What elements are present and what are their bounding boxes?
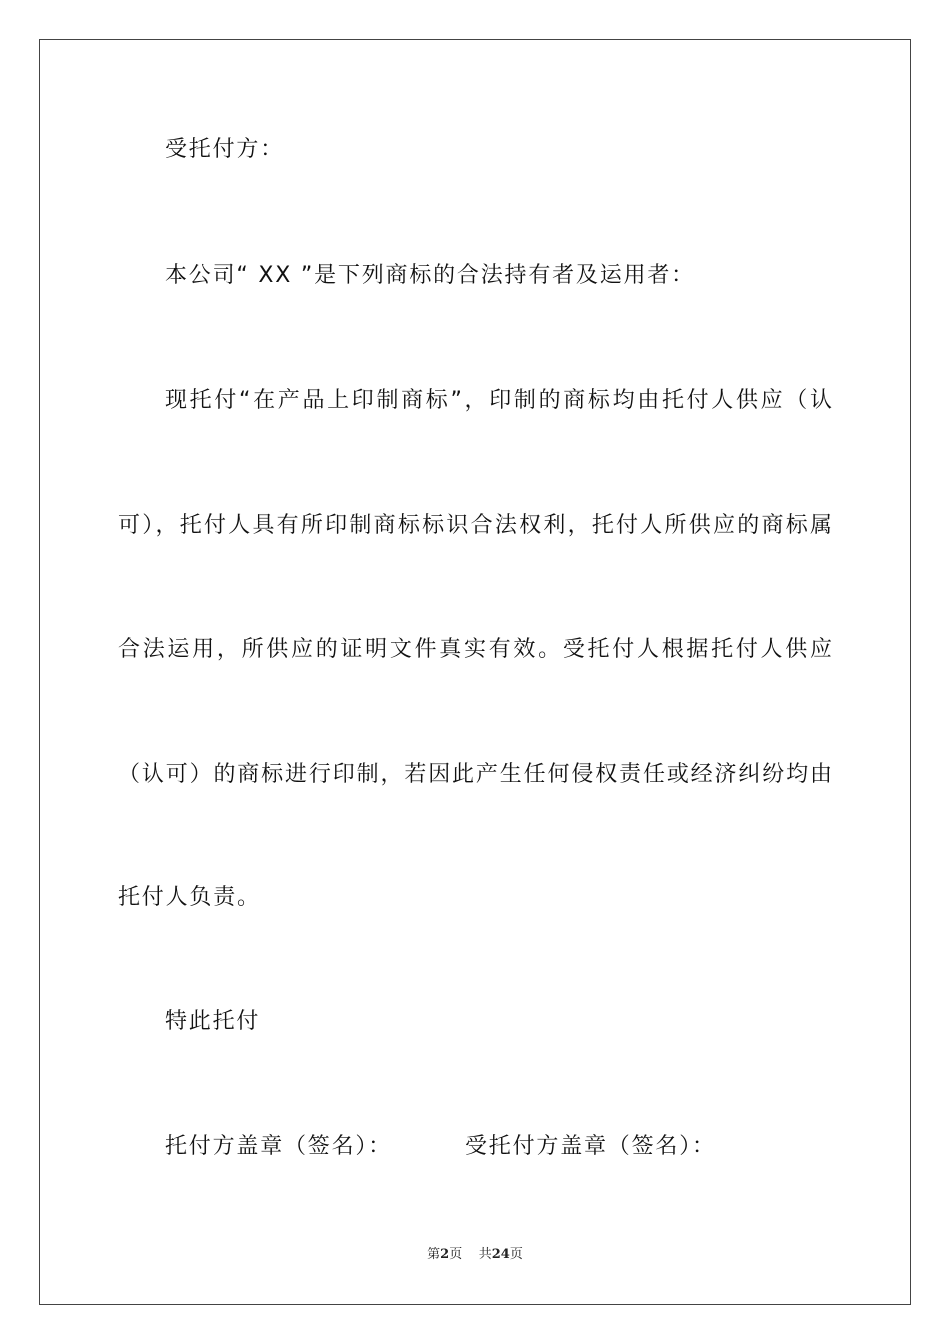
addressee-line: 受托付方：	[165, 137, 285, 162]
footer-page-current: 2	[440, 1247, 450, 1262]
footer-total-prefix: 共	[478, 1247, 492, 1262]
closing-phrase: 特此托付	[165, 1009, 261, 1034]
footer-page-prefix: 第	[427, 1247, 441, 1262]
paragraph-line-4: （认可）的商标进行印制，若因此产生任何侵权责任或经济纠纷均由	[118, 762, 832, 787]
paragraph-line-1: 现托付“在产品上印制商标”，印制的商标均由托付人供应（认	[165, 388, 832, 413]
footer-page-total: 24	[491, 1247, 510, 1262]
signature-right: 受托付方盖章（签名）：	[465, 1134, 716, 1159]
company-statement: 本公司“ XX ”是下列商标的合法持有者及运用者：	[165, 263, 695, 288]
footer-page-suffix: 页	[449, 1247, 463, 1262]
signature-left: 托付方盖章（签名）：	[165, 1134, 393, 1159]
page-footer	[0, 1246, 950, 1264]
footer-total-suffix: 页	[509, 1247, 523, 1262]
paragraph-line-2: 可），托付人具有所印制商标标识合法权利，托付人所供应的商标属	[118, 513, 832, 538]
paragraph-line-5: 托付人负责。	[118, 885, 261, 910]
paragraph-line-3: 合法运用，所供应的证明文件真实有效。受托付人根据托付人供应	[118, 637, 832, 662]
page-border	[39, 39, 911, 1305]
